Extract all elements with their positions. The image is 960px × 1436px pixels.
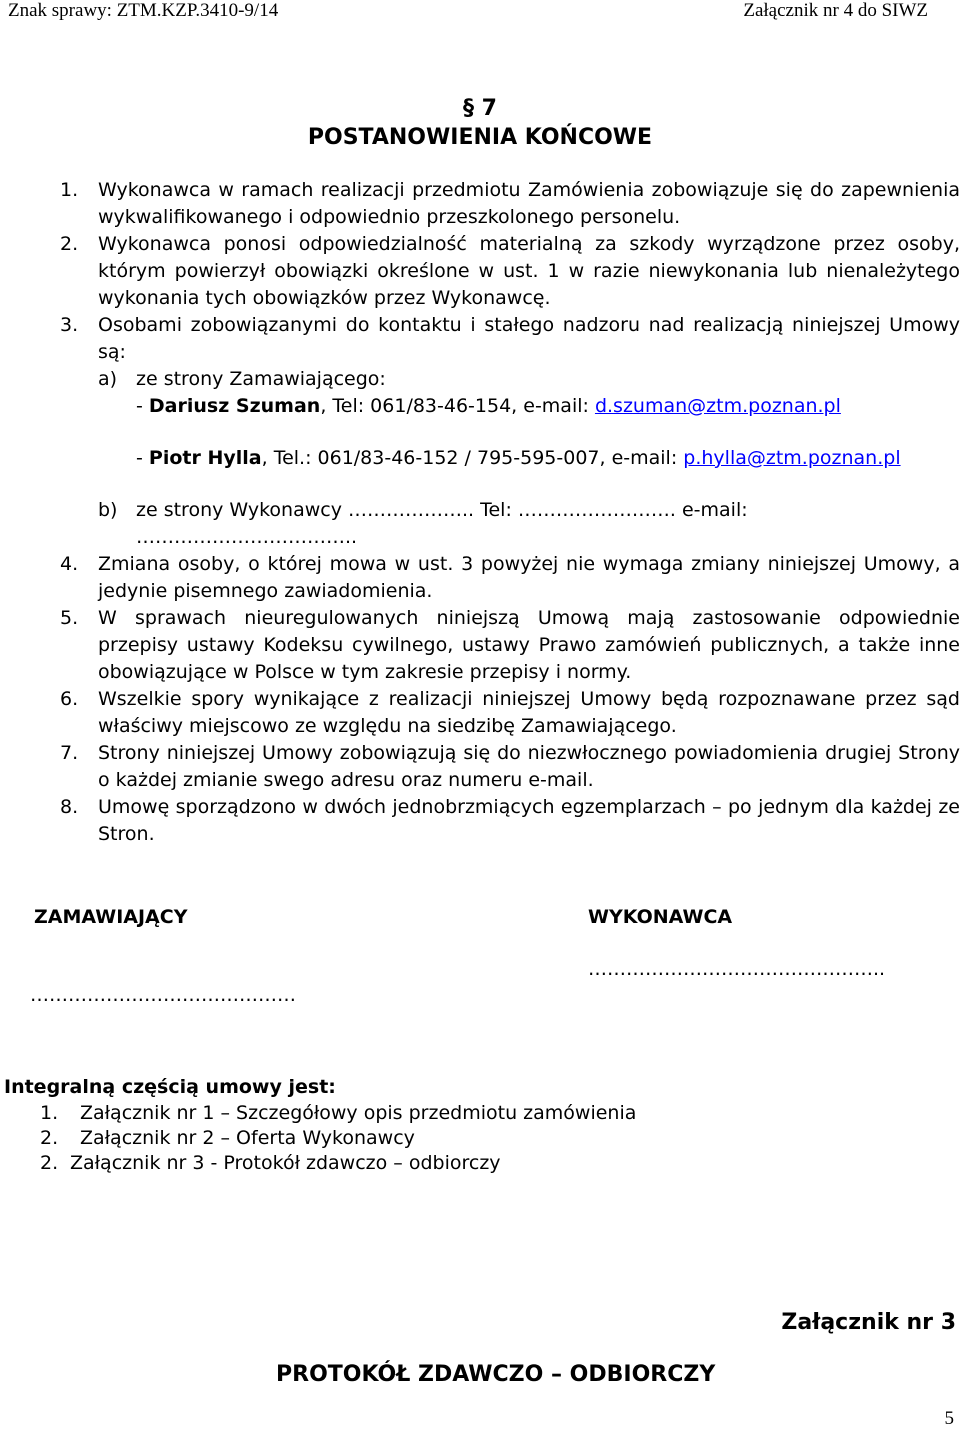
attachment-item-3 <box>40 1152 501 1174</box>
item-text: Wykonawca w ramach realizacji przedmiotu Zamówienia zobowiązuje się do zapewnienia wykwalifikowanego i odpowiednio przeszkolonego personelu. <box>98 179 960 228</box>
list-item-7 <box>60 740 960 794</box>
subitem-text: ze strony Wykonawcy ……………….. Tel: ……………………. e-mail: <box>136 499 748 521</box>
item-text: Strony niniejszej Umowy zobowiązują się do niezwłocznego powiadomienia drugiej Strony o każdej zmianie swego adresu oraz numeru e-mail. <box>98 742 960 791</box>
subitem-letter: a) <box>98 368 118 390</box>
item-number: 5. <box>60 607 79 629</box>
item-text: Wykonawca ponosi odpowiedzialność materialną za szkody wyrządzone przez osoby, którym powierzył obowiązki określone w ust. 1 w razie niewykonania lub nienależytego wykonania tych obowiązków przez Wykonawcę. <box>98 233 960 309</box>
list-item-3 <box>60 312 960 551</box>
item-text: Zmiana osoby, o której mowa w ust. 3 powyżej nie wymaga zmiany niniejszej Umowy, a jedynie pisemnego zawiadomienia. <box>98 553 960 602</box>
annex-3-label: Załącznik nr 3 <box>781 1310 956 1335</box>
contact-dash: - <box>136 395 149 417</box>
attachment-text: Załącznik nr 2 – Oferta Wykonawcy <box>80 1127 415 1149</box>
attachment-number: 2. <box>40 1127 59 1149</box>
subitem-b <box>98 497 960 551</box>
protocol-title: PROTOKÓŁ ZDAWCZO – ODBIORCZY <box>276 1362 716 1387</box>
section-number: § 7 <box>463 96 497 121</box>
attachment-number: 1. <box>40 1102 59 1124</box>
contact-name: Dariusz Szuman <box>148 395 321 417</box>
signature-line-client: …………………………………… <box>30 984 296 1006</box>
contact-dash: - <box>136 447 149 469</box>
item-number: 2. <box>60 233 79 255</box>
attachment-item-2 <box>40 1127 415 1149</box>
list-item-4 <box>60 551 960 605</box>
subitem-text: ze strony Zamawiającego: <box>136 368 386 390</box>
list-item-1 <box>60 177 960 231</box>
contact-details: , Tel.: 061/83-46-152 / 795-595-007, e-mail: <box>261 447 684 469</box>
section-title: POSTANOWIENIA KOŃCOWE <box>307 125 653 150</box>
contact-1 <box>98 393 960 420</box>
signature-label-client: ZAMAWIAJĄCY <box>34 906 188 928</box>
attachment-number: 2. <box>40 1152 59 1174</box>
provisions-list <box>60 177 960 848</box>
contact-name: Piotr Hylla <box>148 447 262 469</box>
item-number: 6. <box>60 688 79 710</box>
contact-details: , Tel: 061/83-46-154, e-mail: <box>320 395 595 417</box>
email-link[interactable]: p.hylla@ztm.poznan.pl <box>683 447 901 469</box>
integral-parts-title: Integralną częścią umowy jest: <box>4 1076 336 1098</box>
page-number: 5 <box>944 1408 954 1429</box>
subitem-letter: b) <box>98 499 118 521</box>
signature-line-contractor: ……………………………………….. <box>588 958 886 980</box>
item-text: W sprawach nieuregulowanych niniejszą Umową mają zastosowanie odpowiednie przepisy ustawy Kodeksu cywilnego, ustawy Prawo zamówień publicznych, a także inne obowiązujące w Polsce w tym zakresie przepisy i normy. <box>98 607 960 683</box>
list-item-8 <box>60 794 960 848</box>
item-text: Umowę sporządzono w dwóch jednobrzmiących egzemplarzach – po jednym dla każdej ze Stron. <box>98 796 960 845</box>
item-number: 4. <box>60 553 79 575</box>
attachment-text: Załącznik nr 1 – Szczegółowy opis przedmiotu zamówienia <box>80 1102 637 1124</box>
list-item-6 <box>60 686 960 740</box>
item-number: 1. <box>60 179 79 201</box>
subitem-dots: …………………………….. <box>136 526 358 548</box>
list-item-5 <box>60 605 960 686</box>
subitem-a <box>98 366 960 393</box>
header-case-number: Znak sprawy: ZTM.KZP.3410-9/14 <box>8 0 279 21</box>
list-item-2 <box>60 231 960 312</box>
item-number: 3. <box>60 314 79 336</box>
contact-2 <box>98 445 960 472</box>
item-text: Osobami zobowiązanymi do kontaktu i stałego nadzoru nad realizacją niniejszej Umowy są: <box>98 314 960 363</box>
item-number: 8. <box>60 796 79 818</box>
header-annex-label: Załącznik nr 4 do SIWZ <box>743 0 928 21</box>
attachment-text: Załącznik nr 3 - Protokół zdawczo – odbiorczy <box>70 1152 501 1174</box>
signature-label-contractor: WYKONAWCA <box>588 906 733 928</box>
item-text: Wszelkie spory wynikające z realizacji niniejszej Umowy będą rozpoznawane przez sąd właściwy miejscowo ze względu na siedzibę Zamawiającego. <box>98 688 960 737</box>
attachment-item-1 <box>40 1102 636 1124</box>
email-link[interactable]: d.szuman@ztm.poznan.pl <box>594 395 841 417</box>
item-number: 7. <box>60 742 79 764</box>
